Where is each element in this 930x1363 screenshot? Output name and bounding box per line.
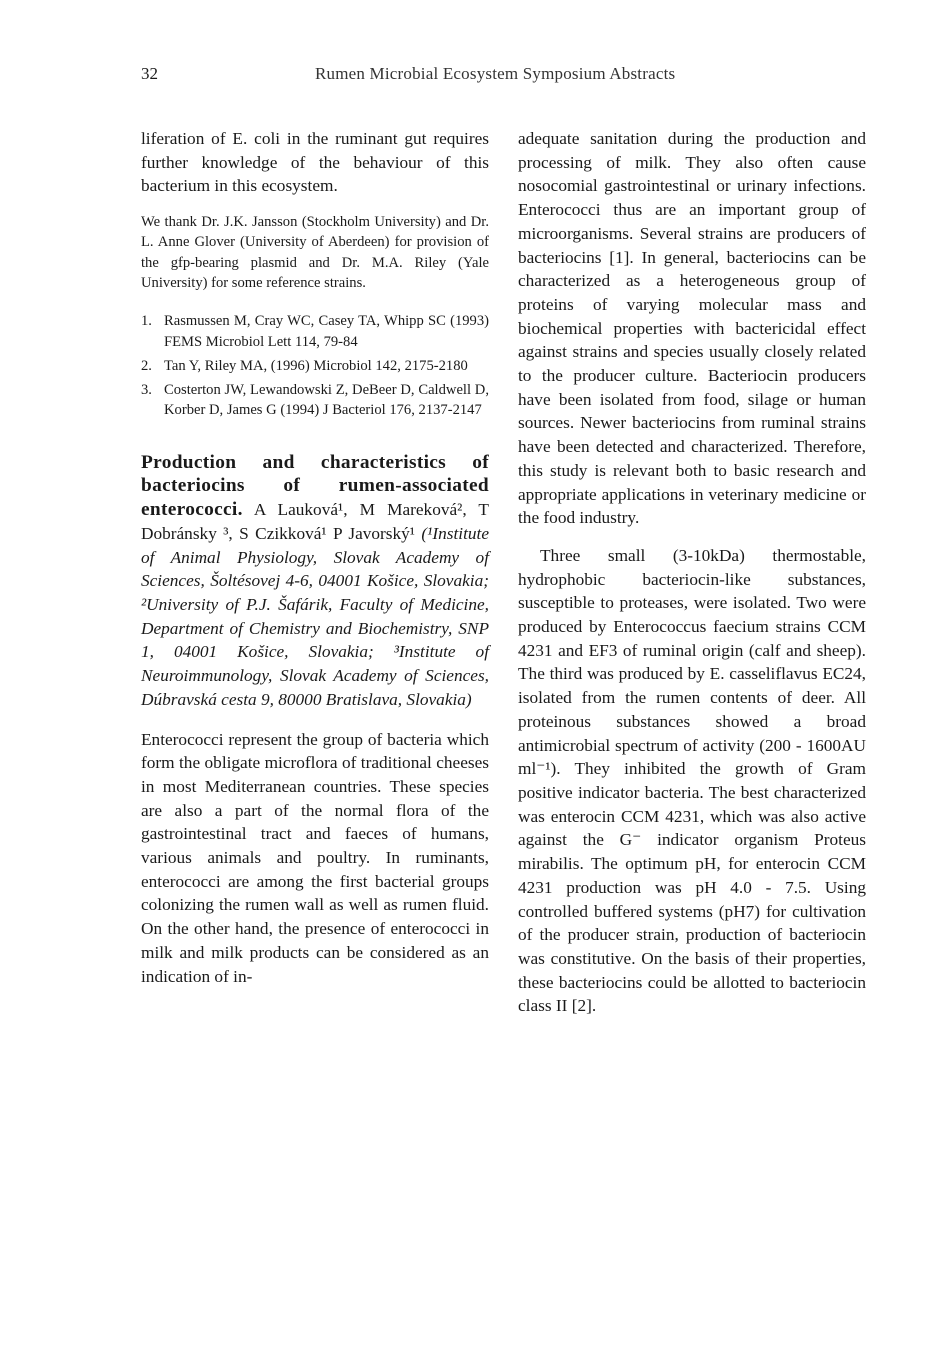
abstract-heading: [141, 451, 489, 712]
body-paragraph: Three small (3-10kDa) thermostable, hydrophobic bacteriocin-like substances, susceptible to proteases, were isolated. Two were produced by Enterococcus faecium strains CCM 4231 and EF3 of ruminal origin (calf and sheep). The third was produced by E. casseliflavus EC24, isolated from the rumen contents of deer. All proteinous substances showed a broad antimicrobial spectrum of activity (200 - 1600AU ml⁻¹). They inhibited the growth of Gram positive indicator bacteria. The best characterized was enterocin CCM 4231, which was also active against the G⁻ indicator organism Proteus mirabilis. The optimum pH, for enterocin CCM 4231 production was pH 4.0 - 7.5. Using controlled buffered systems (pH7) for cultivation of the producer strain, production of bacteriocin was constitutive. On the basis of their properties, these bacteriocins could be allotted to bacteriocin class II [2].: [518, 545, 866, 1016]
left-column: [141, 127, 489, 988]
reference-item: [141, 380, 489, 421]
body-paragraph: Enterococci represent the group of bacteria which form the obligate microflora of traditional cheeses in most Mediterranean countries. These species are also a part of the normal flora of the gastrointestinal tract and faeces of humans, various animals and poultry. In ruminants, enterococci are among the first bacterial groups colonizing the rumen wall as well as rumen fluid. On the other hand, the presence of enterococci in milk and milk products can be considered as an indication of in-: [141, 729, 489, 986]
right-column: [518, 127, 866, 1018]
acknowledgement: We thank Dr. J.K. Jansson (Stockholm University) and Dr. L. Anne Glover (University of Aberdeen) for provision of the gfp-bearing plasmid and Dr. M.A. Riley (Yale University) for some reference strains.: [141, 214, 489, 291]
reference-number: 2.: [141, 357, 152, 374]
body-paragraph: adequate sanitation during the production and processing of milk. They also often cause nosocomial gastrointestinal or urinary infections. Enterococci thus are an important group of microorganisms. Several strains are producers of bacteriocins [1]. In general, bacteriocins can be characterized as a heterogeneous group of proteins of varying molecular mass and biochemical properties with bactericidal effect against strains and species usually closely related to the producer culture. Bacteriocin producers have been isolated from food, silage or human sources. Newer bacteriocins from ruminal strains have been detected and characterized. Therefore, this study is relevant both to basic research and appropriate applications in veterinary medicine or the food industry.: [518, 129, 866, 528]
reference-text: Rasmussen M, Cray WC, Casey TA, Whipp SC (1993) FEMS Microbiol Lett 114, 79-84: [164, 313, 489, 350]
running-title: Rumen Microbial Ecosystem Symposium Abstracts: [315, 64, 676, 83]
reference-list: [141, 311, 489, 420]
abstract-affiliations: (¹Institute of Animal Physiology, Slovak Academy of Sciences, Šoltésovej 4-6, 04001 Košice, Slovakia; ²University of P.J. Šafárik, Faculty of Medicine, Department of Chemistry and Biochemistry, SNP 1, 04001 Košice, Slovakia; ³Institute of Neuroimmunology, Slovak Academy of Sciences, Dúbravská cesta 9, 80000 Bratislava, Slovakia): [141, 523, 489, 709]
reference-item: [141, 311, 489, 352]
reference-text: Tan Y, Riley MA, (1996) Microbiol 142, 2175-2180: [164, 357, 468, 374]
abstract-title: Production and characteristics of bacteriocins of rumen-associated enterococci.: [141, 451, 489, 521]
page-number: 32: [141, 64, 158, 83]
reference-text: Costerton JW, Lewandowski Z, DeBeer D, Caldwell D, Korber D, James G (1994) J Bacteriol 176, 2137-2147: [164, 382, 489, 419]
reference-number: 1.: [141, 313, 152, 330]
reference-number: 3.: [141, 382, 152, 399]
reference-item: [141, 356, 489, 376]
abstract-authors: A Lauková¹, M Mareková², T Dobránsky ³, S Czikková¹ P Javorský¹: [141, 500, 489, 543]
intro-paragraph: liferation of E. coli in the ruminant gut requires further knowledge of the behaviour of this bacterium in this ecosystem.: [141, 129, 489, 196]
